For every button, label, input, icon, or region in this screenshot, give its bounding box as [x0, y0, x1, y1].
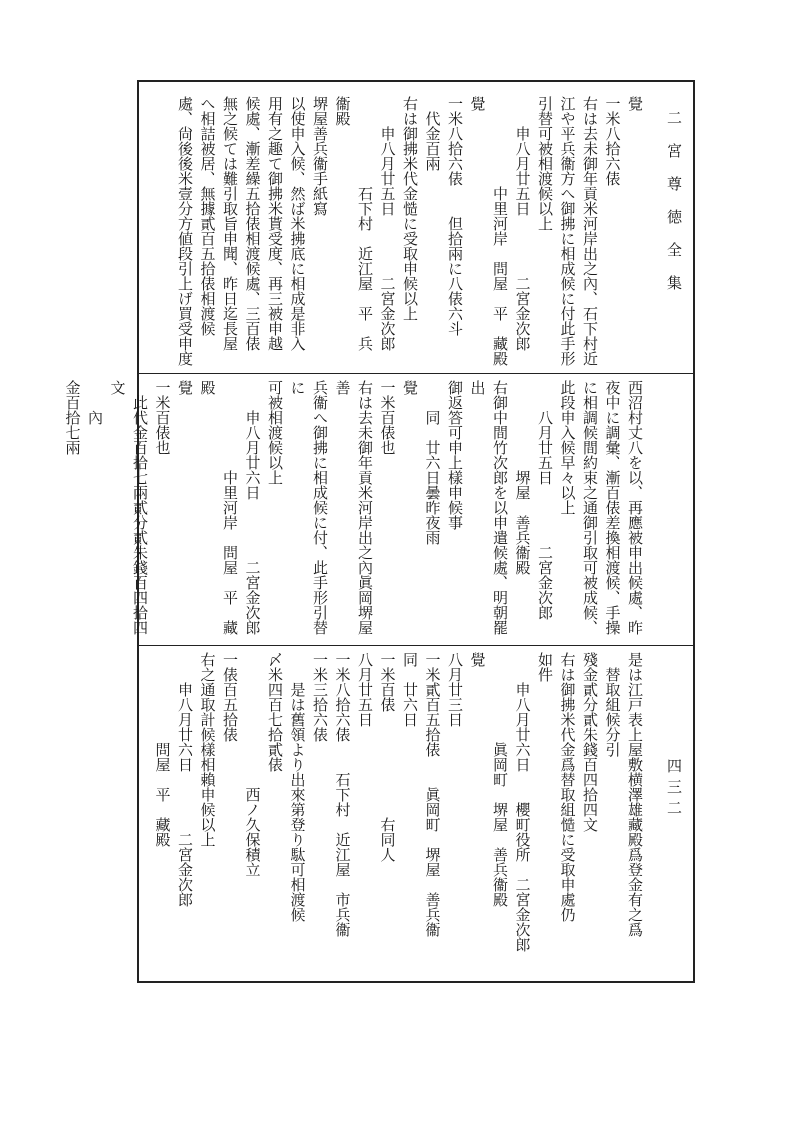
text-column: 以使申入候、然ば米拂底に相成是非入	[288, 96, 307, 351]
text-column: 問屋 平 藏殿	[153, 652, 172, 847]
text-column: へ相詰被居、無據貳百五拾俵相渡候	[198, 96, 217, 336]
text-column: 堺屋善兵衞手紙寫	[311, 96, 329, 216]
text-column: 一米三拾六俵	[311, 652, 329, 742]
text-column: 處、尙後後米壹分方値段引上げ買受申度	[176, 96, 194, 366]
text-column: 一米百俵 右同人	[378, 652, 397, 862]
text-column: 兵衞へ御拂に相成候に付、此手形引替に	[288, 380, 329, 635]
text-column: 夜中に調彙、漸百俵差換相渡候、手操	[603, 380, 622, 635]
text-column: 無之候ては難引取旨申聞、昨日迄長屋	[221, 96, 239, 351]
text-column: 申八月廿六日 二宮金次郎	[176, 652, 194, 907]
text-column: 一俵百五拾俵	[221, 652, 239, 742]
text-column: 一米百俵也	[153, 380, 172, 455]
text-column: 同 廿六日曇昨夜雨	[423, 380, 442, 545]
section-middle	[63, 380, 646, 642]
text-column: 申八月廿六日 櫻町役所 二宮金次郎	[513, 652, 532, 952]
text-column: 石下村 近江屋 平 兵 衞殿	[333, 96, 374, 366]
text-column: 覺	[468, 96, 487, 111]
text-column: 引替可被相渡候以上	[536, 96, 554, 231]
text-column: 如件	[536, 652, 554, 682]
text-column: 西沼村丈八を以、再應被申出候處、昨	[626, 380, 644, 635]
text-column: 西ノ久保積立	[243, 652, 262, 877]
text-column: 此段申入候早々以上	[558, 380, 577, 515]
text-column: 右は御拂米代金慥に受取申候以上	[401, 96, 419, 321]
text-column: 候處、漸差繰五拾俵相渡候處、三百俵	[243, 96, 262, 351]
text-column: 覺	[468, 652, 487, 667]
text-column: 右は御拂米代金爲替取組慥に受取申處仍	[558, 652, 577, 922]
section-top	[146, 96, 646, 368]
text-column: 用有之趣て御拂米貰受度、再三被申越	[266, 96, 284, 351]
text-column: 內	[86, 380, 104, 425]
text-column: に相調候間約束之通御引取可被成候、	[581, 380, 599, 635]
text-column: 此代金百拾七兩貳分貳朱錢百四拾四文	[108, 380, 149, 635]
text-column: 八月廿五日	[356, 652, 374, 727]
text-column: 御返答可申上樣申候事	[446, 380, 464, 530]
text-column: 同 廿六日	[401, 652, 419, 727]
text-column: 申八月廿六日 二宮金次郎	[243, 380, 262, 635]
text-column: 申八月廿五日 二宮金次郎	[378, 96, 397, 351]
text-column: 是は江戸表上屋敷横澤雄藏殿爲登金有之爲	[626, 652, 644, 937]
text-column: 眞岡町 堺屋 善兵衞殿	[491, 652, 509, 907]
text-column: 覺	[176, 380, 194, 395]
text-column: 右之通取計候樣相賴申候以上	[198, 652, 217, 847]
text-column: 申八月廿五日 二宮金次郎	[513, 96, 532, 351]
text-column: 金百拾七兩	[63, 380, 82, 455]
text-column: 替取組候分引	[603, 652, 622, 757]
text-column: 中里河岸 問屋 平 藏殿	[198, 380, 239, 635]
text-column: 一米八拾六俵 石下村 近江屋 市兵衞	[333, 652, 352, 937]
text-column: 殘金貳分貳朱錢百四拾四文	[581, 652, 599, 832]
section-divider-2	[137, 645, 695, 646]
text-column: 右は去未御年貢米河岸出之內、石下村近	[581, 96, 599, 366]
text-column: 八月廿三日	[446, 652, 464, 727]
text-column: 覺	[626, 96, 644, 111]
text-column: 代金百兩	[423, 96, 442, 171]
text-column: 可被相渡候以上	[266, 380, 284, 485]
text-column: 是は舊領より出來第登り駄可相渡候	[288, 652, 307, 922]
text-column: 覺	[401, 380, 419, 395]
text-column: 堺屋 善兵衞殿	[513, 380, 532, 575]
text-column: 八月廿五日 二宮金次郎	[536, 380, 554, 620]
section-divider-1	[137, 373, 695, 374]
text-column: 江や平兵衞方へ御拂に相成候に付此手形	[558, 96, 577, 366]
text-column: 右は去未御年貢米河岸出之內眞岡堺屋善	[333, 380, 374, 635]
book-title: 二宮尊徳全集	[665, 110, 683, 308]
page-number: 四三二	[665, 758, 683, 821]
text-column: 〆米四百七拾貳俵	[266, 652, 284, 772]
text-column: 右御中間竹次郎を以申遣候處、明朝罷出	[468, 380, 509, 635]
section-bottom	[146, 652, 646, 978]
text-column: 一米八拾六俵 但拾兩に八俵六斗	[446, 96, 464, 336]
text-column: 一米八拾六俵	[603, 96, 622, 186]
text-column: 一米百俵也	[378, 380, 397, 455]
text-column: 一米貳百五拾俵 眞岡町 堺屋 善兵衞	[423, 652, 442, 937]
text-column: 中里河岸 問屋 平 藏殿	[491, 96, 509, 366]
